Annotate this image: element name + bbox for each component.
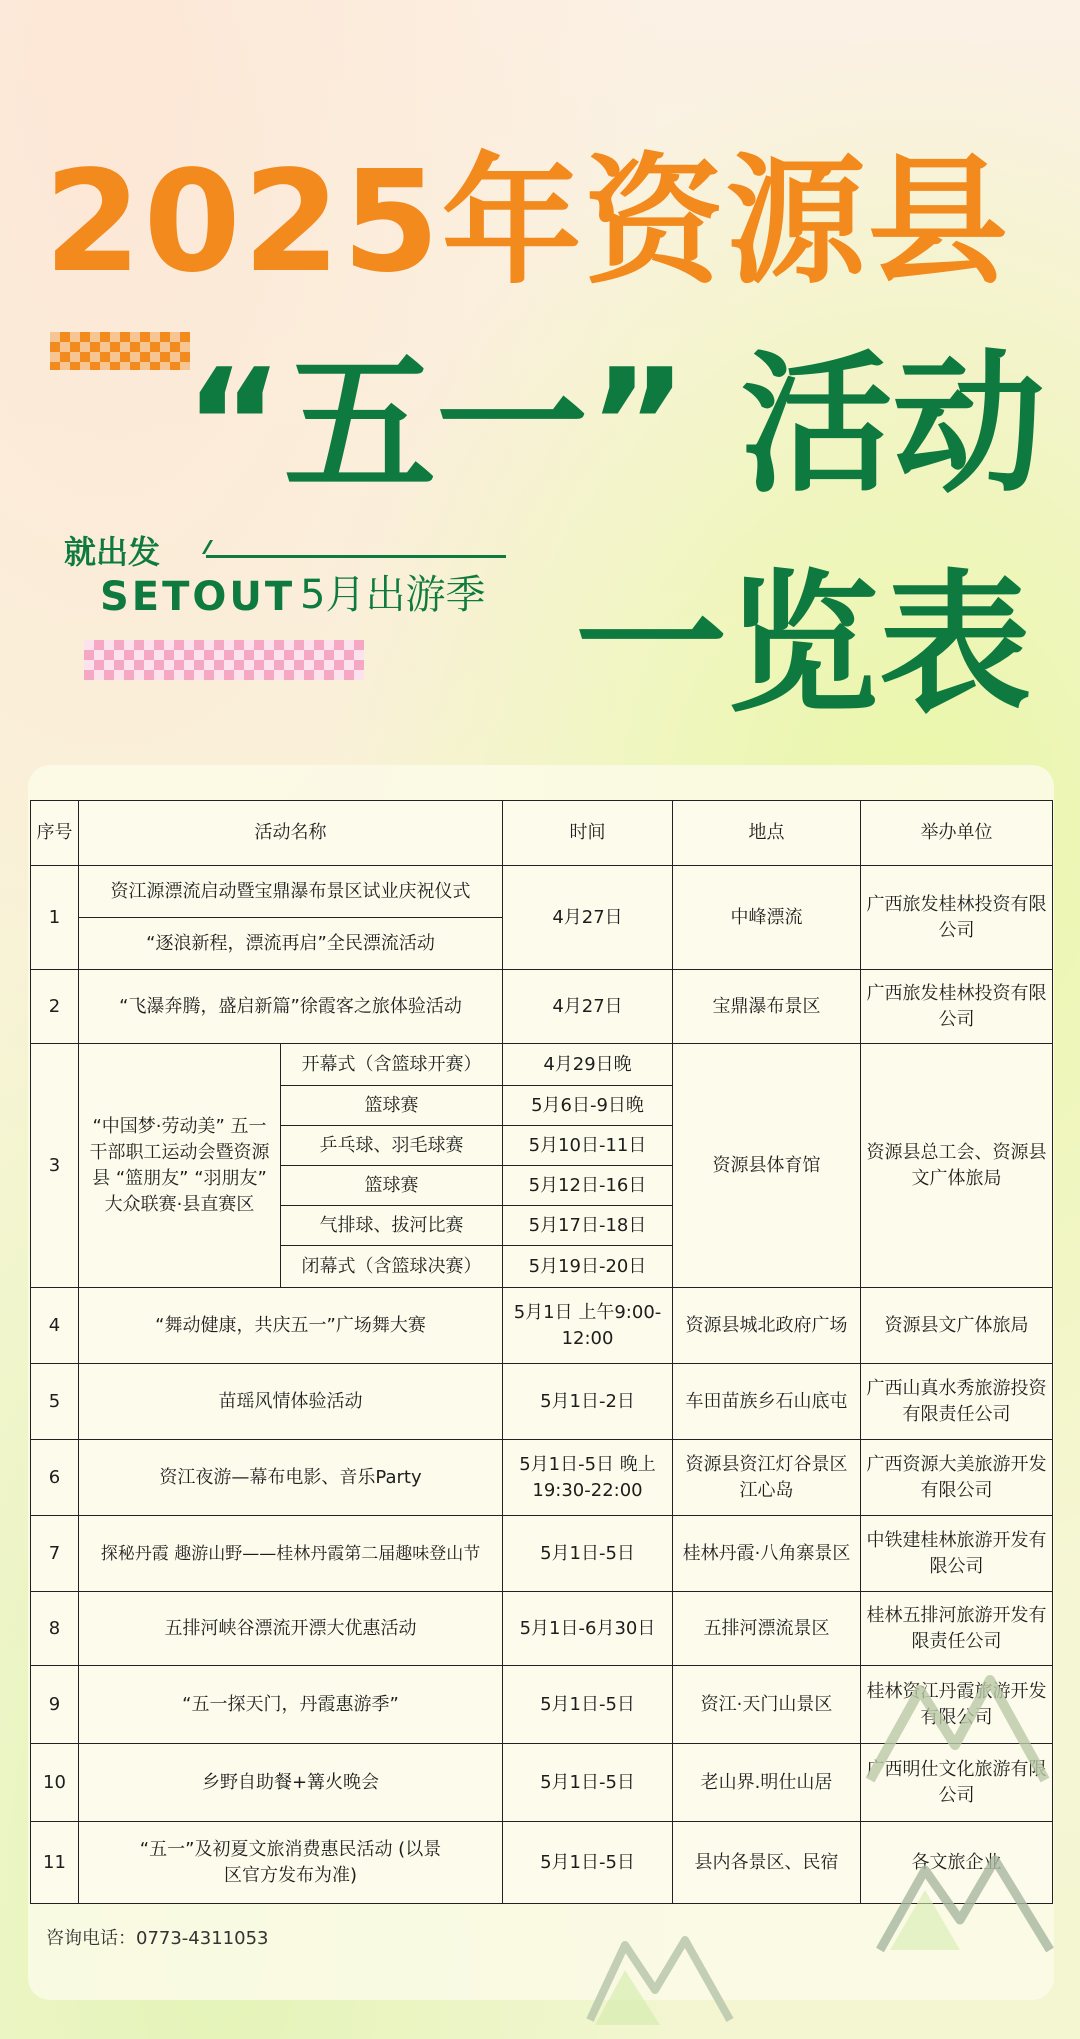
row-time: 4月27日 <box>503 970 673 1044</box>
row-name: 乡野自助餐+篝火晚会 <box>79 1744 503 1822</box>
row-time: 5月1日-5日 <box>503 1666 673 1744</box>
header-place: 地点 <box>673 801 861 866</box>
row-name: “五一”及初夏文旅消费惠民活动 (以景区官方发布为准) <box>79 1822 503 1904</box>
row-place: 桂林丹霞·八角寨景区 <box>673 1516 861 1592</box>
table-row <box>31 970 1053 1044</box>
row-name: “逐浪新程，漂流再启”全民漂流活动 <box>79 918 503 970</box>
row-sub-time: 5月10日-11日 <box>503 1126 673 1166</box>
row-time: 5月1日 上午9:00-12:00 <box>503 1288 673 1364</box>
hook-decoration <box>202 540 227 554</box>
row-org: 广西山真水秀旅游投资有限责任公司 <box>861 1364 1053 1440</box>
main-title-line2: “五一” 活动 <box>184 336 1045 513</box>
row-name: “飞瀑奔腾，盛启新篇”徐霞客之旅体验活动 <box>79 970 503 1044</box>
row-time: 5月1日-2日 <box>503 1364 673 1440</box>
row-org: 桂林五排河旅游开发有限责任公司 <box>861 1592 1053 1666</box>
row-no: 10 <box>31 1744 79 1822</box>
tagline-season: 5月出游季 <box>300 572 486 618</box>
row-sub-time: 4月29日晚 <box>503 1044 673 1086</box>
row-no: 11 <box>31 1822 79 1904</box>
row-no: 2 <box>31 970 79 1044</box>
row-sub-name: 开幕式（含篮球开赛） <box>281 1044 503 1086</box>
row-sub-time: 5月17日-18日 <box>503 1206 673 1246</box>
row-time: 5月1日-6月30日 <box>503 1592 673 1666</box>
row-group-name: “中国梦·劳动美” 五一干部职工运动会暨资源县 “篮朋友” “羽朋友” 大众联赛·县直赛区 <box>79 1044 281 1288</box>
pink-checker-decoration <box>84 640 364 680</box>
tagline-setout: SETOUT <box>100 574 296 620</box>
table-row <box>31 1288 1053 1364</box>
row-org: 广西旅发桂林投资有限公司 <box>861 866 1053 970</box>
row-name: “五一探天门，丹霞惠游季” <box>79 1666 503 1744</box>
tagline-go: 就出发 <box>64 533 161 571</box>
row-org: 资源县文广体旅局 <box>861 1288 1053 1364</box>
table-row <box>31 866 1053 918</box>
line-decoration <box>206 555 506 558</box>
row-time: 5月1日-5日 <box>503 1744 673 1822</box>
row-place: 车田苗族乡石山底屯 <box>673 1364 861 1440</box>
row-org: 广西资源大美旅游开发有限公司 <box>861 1440 1053 1516</box>
row-name: 资江源漂流启动暨宝鼎瀑布景区试业庆祝仪式 <box>79 866 503 918</box>
row-name: 探秘丹霞 趣游山野——桂林丹霞第二届趣味登山节 <box>79 1516 503 1592</box>
row-name: 资江夜游—幕布电影、音乐Party <box>79 1440 503 1516</box>
table-row <box>31 1364 1053 1440</box>
row-sub-time: 5月6日-9日晚 <box>503 1086 673 1126</box>
row-no: 9 <box>31 1666 79 1744</box>
row-org: 中铁建桂林旅游开发有限公司 <box>861 1516 1053 1592</box>
table-row <box>31 1516 1053 1592</box>
row-time: 5月1日-5日 <box>503 1516 673 1592</box>
row-time: 5月1日-5日 <box>503 1822 673 1904</box>
mountain-icon <box>870 1840 1060 1960</box>
table-row <box>31 1440 1053 1516</box>
row-sub-time: 5月12日-16日 <box>503 1166 673 1206</box>
row-place: 老山界.明仕山居 <box>673 1744 861 1822</box>
row-name: “舞动健康，共庆五一”广场舞大赛 <box>79 1288 503 1364</box>
row-org: 桂林资江丹霞旅游开发有限公司 <box>861 1666 1053 1744</box>
row-place: 资源县资江灯谷景区江心岛 <box>673 1440 861 1516</box>
row-name: 五排河峡谷漂流开漂大优惠活动 <box>79 1592 503 1666</box>
table-row <box>31 1592 1053 1666</box>
row-time: 5月1日-5日 晚上19:30-22:00 <box>503 1440 673 1516</box>
row-place: 五排河漂流景区 <box>673 1592 861 1666</box>
header-org: 举办单位 <box>861 801 1053 866</box>
row-sub-name: 乒乓球、羽毛球赛 <box>281 1126 503 1166</box>
contact-phone: 咨询电话：0773-4311053 <box>46 1928 269 1949</box>
orange-checker-decoration <box>50 332 190 370</box>
row-sub-name: 气排球、拔河比赛 <box>281 1206 503 1246</box>
header-time: 时间 <box>503 801 673 866</box>
row-org: 广西旅发桂林投资有限公司 <box>861 970 1053 1044</box>
main-title-line3: 一览表 <box>575 556 1031 733</box>
row-no: 4 <box>31 1288 79 1364</box>
row-place: 县内各景区、民宿 <box>673 1822 861 1904</box>
row-sub-name: 闭幕式（含篮球决赛） <box>281 1246 503 1288</box>
mountain-icon <box>580 1920 740 2030</box>
row-place: 宝鼎瀑布景区 <box>673 970 861 1044</box>
row-no: 7 <box>31 1516 79 1592</box>
header-no: 序号 <box>31 801 79 866</box>
row-place: 中峰漂流 <box>673 866 861 970</box>
row-no: 6 <box>31 1440 79 1516</box>
row-org: 广西明仕文化旅游有限公司 <box>861 1744 1053 1822</box>
header-name: 活动名称 <box>79 801 503 866</box>
row-place: 资源县体育馆 <box>673 1044 861 1288</box>
row-place: 资源县城北政府广场 <box>673 1288 861 1364</box>
mountain-icon <box>860 1660 1060 1790</box>
table-header-row <box>31 801 1053 866</box>
row-no: 1 <box>31 866 79 970</box>
row-org: 资源县总工会、资源县文广体旅局 <box>861 1044 1053 1288</box>
row-sub-name: 篮球赛 <box>281 1086 503 1126</box>
main-title-line1: 2025年资源县 <box>44 141 1010 304</box>
row-time: 4月27日 <box>503 866 673 970</box>
row-org: 各文旅企业 <box>861 1822 1053 1904</box>
row-sub-time: 5月19日-20日 <box>503 1246 673 1288</box>
table-row <box>31 1044 1053 1086</box>
row-sub-name: 篮球赛 <box>281 1166 503 1206</box>
row-no: 5 <box>31 1364 79 1440</box>
row-place: 资江·天门山景区 <box>673 1666 861 1744</box>
row-no: 3 <box>31 1044 79 1288</box>
row-no: 8 <box>31 1592 79 1666</box>
row-name: 苗瑶风情体验活动 <box>79 1364 503 1440</box>
